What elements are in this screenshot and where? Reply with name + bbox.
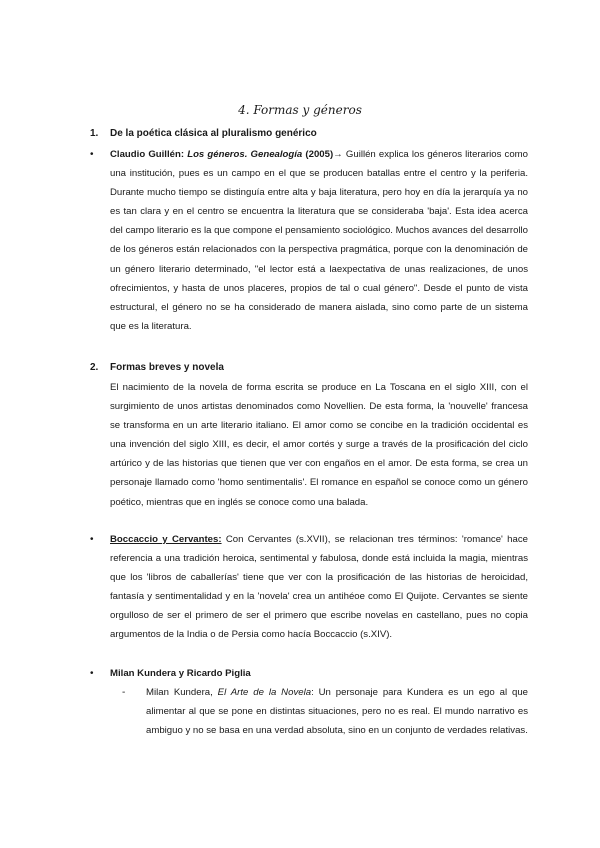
bullet-cervantes-text: Con Cervantes (s.XVII), se relacionan tres términos: 'romance' hace referencia a una tradición heroica, sentimental y fabulosa, donde está incluida la magia, mientras que los 'libros de caballerías' tiene que ver con la prosificación de las historias de heroicidad, fantasía y sentimentalidad y en la 'novela' crea un antihéoe como El Quijote. Cervantes se siente orgulloso de ser el primero de ser el primero que escribe novelas en castellano, pues no copia argumentos de la India o de Persia como hacía Boccaccio (s.XIV). — [110, 534, 528, 641]
bullet-guillen-work: Los géneros. Genealogía — [187, 149, 303, 160]
paragraph-novela: El nacimiento de la novela de forma escrita se produce en La Toscana en el siglo XIII, con el surgimiento de unos artistas denominados como Novellien. De esta forma, la 'nouvelle' francesa se transforma en un arte literario italiano. El amor como se concibe en la tradición occidental es una invención del siglo XIII, es decir, el amor cortés y surge a través de la prosificación del ciclo artúrico y de las historias que tienen que ver con engaños en el amor. De esta forma, se crea un personaje llamado como 'homo sentimentalis'. El romance en español se conoce como un género poético, mientras que en inglés se conoce como una balada. — [110, 382, 528, 508]
bullet-marker: • — [90, 668, 94, 679]
bullet-marker: • — [90, 534, 94, 545]
heading-2-text: Formas breves y novela — [110, 362, 224, 373]
bullet-cervantes — [110, 530, 528, 645]
sub-item-kundera-text: : Un personaje para Kundera es un ego al que alimentar al que se pone en distintas situaciones, pero no es real. El mundo narrativo es ambiguo y no se basa en una verdad absoluta, sino en un conjunto de verdades relativas. — [146, 687, 529, 737]
bullet-cervantes-lead: Boccaccio y Cervantes: — [110, 534, 222, 545]
heading-1-text: De la poética clásica al pluralismo genérico — [110, 128, 317, 139]
bullet-kundera — [110, 664, 528, 683]
section-title: 4. Formas y géneros — [238, 103, 362, 117]
bullet-guillen-text: Guillén explica los géneros literarios como una institución, pues es un campo en el que se producen batallas entre el centro y la periferia. Durante mucho tiempo se distinguía entre alta y baja literatura, pero hoy en día la jerarquía ya no es tan clara y en el centro se encuentra la literatura que se consideraba 'baja'. Esta idea acerca del campo literario es la que compone el pensamiento sociológico. Muchos avances del desarrollo de los géneros están relacionados con la perspectiva pragmática, porque con la denominación de un género literario determinado, "el lector está a laexpectativa de unas realizaciones, de unos ofrecimientos, y hasta de unos placeres, propios de tal o cual género". Desde el punto de vista estructural, el género no se ha considerado de manera aislada, sino como parte de un sistema que es la literatura. — [110, 149, 529, 332]
heading-1 — [90, 128, 317, 139]
bullet-marker: • — [90, 149, 94, 160]
sub-item-kundera-author: Milan Kundera, — [146, 687, 218, 698]
sub-item-kundera — [146, 683, 528, 741]
heading-2 — [90, 362, 224, 373]
heading-2-number: 2. — [90, 362, 99, 373]
bullet-guillen-year: (2005)→ — [305, 149, 343, 160]
bullet-guillen-lead: Claudio Guillén: — [110, 149, 185, 160]
sub-item-kundera-work: El Arte de la Novela — [217, 687, 312, 698]
bullet-guillen — [110, 145, 528, 336]
dash-marker: - — [122, 687, 126, 698]
heading-1-number: 1. — [90, 128, 99, 139]
bullet-kundera-lead: Milan Kundera y Ricardo Piglia — [110, 668, 251, 679]
